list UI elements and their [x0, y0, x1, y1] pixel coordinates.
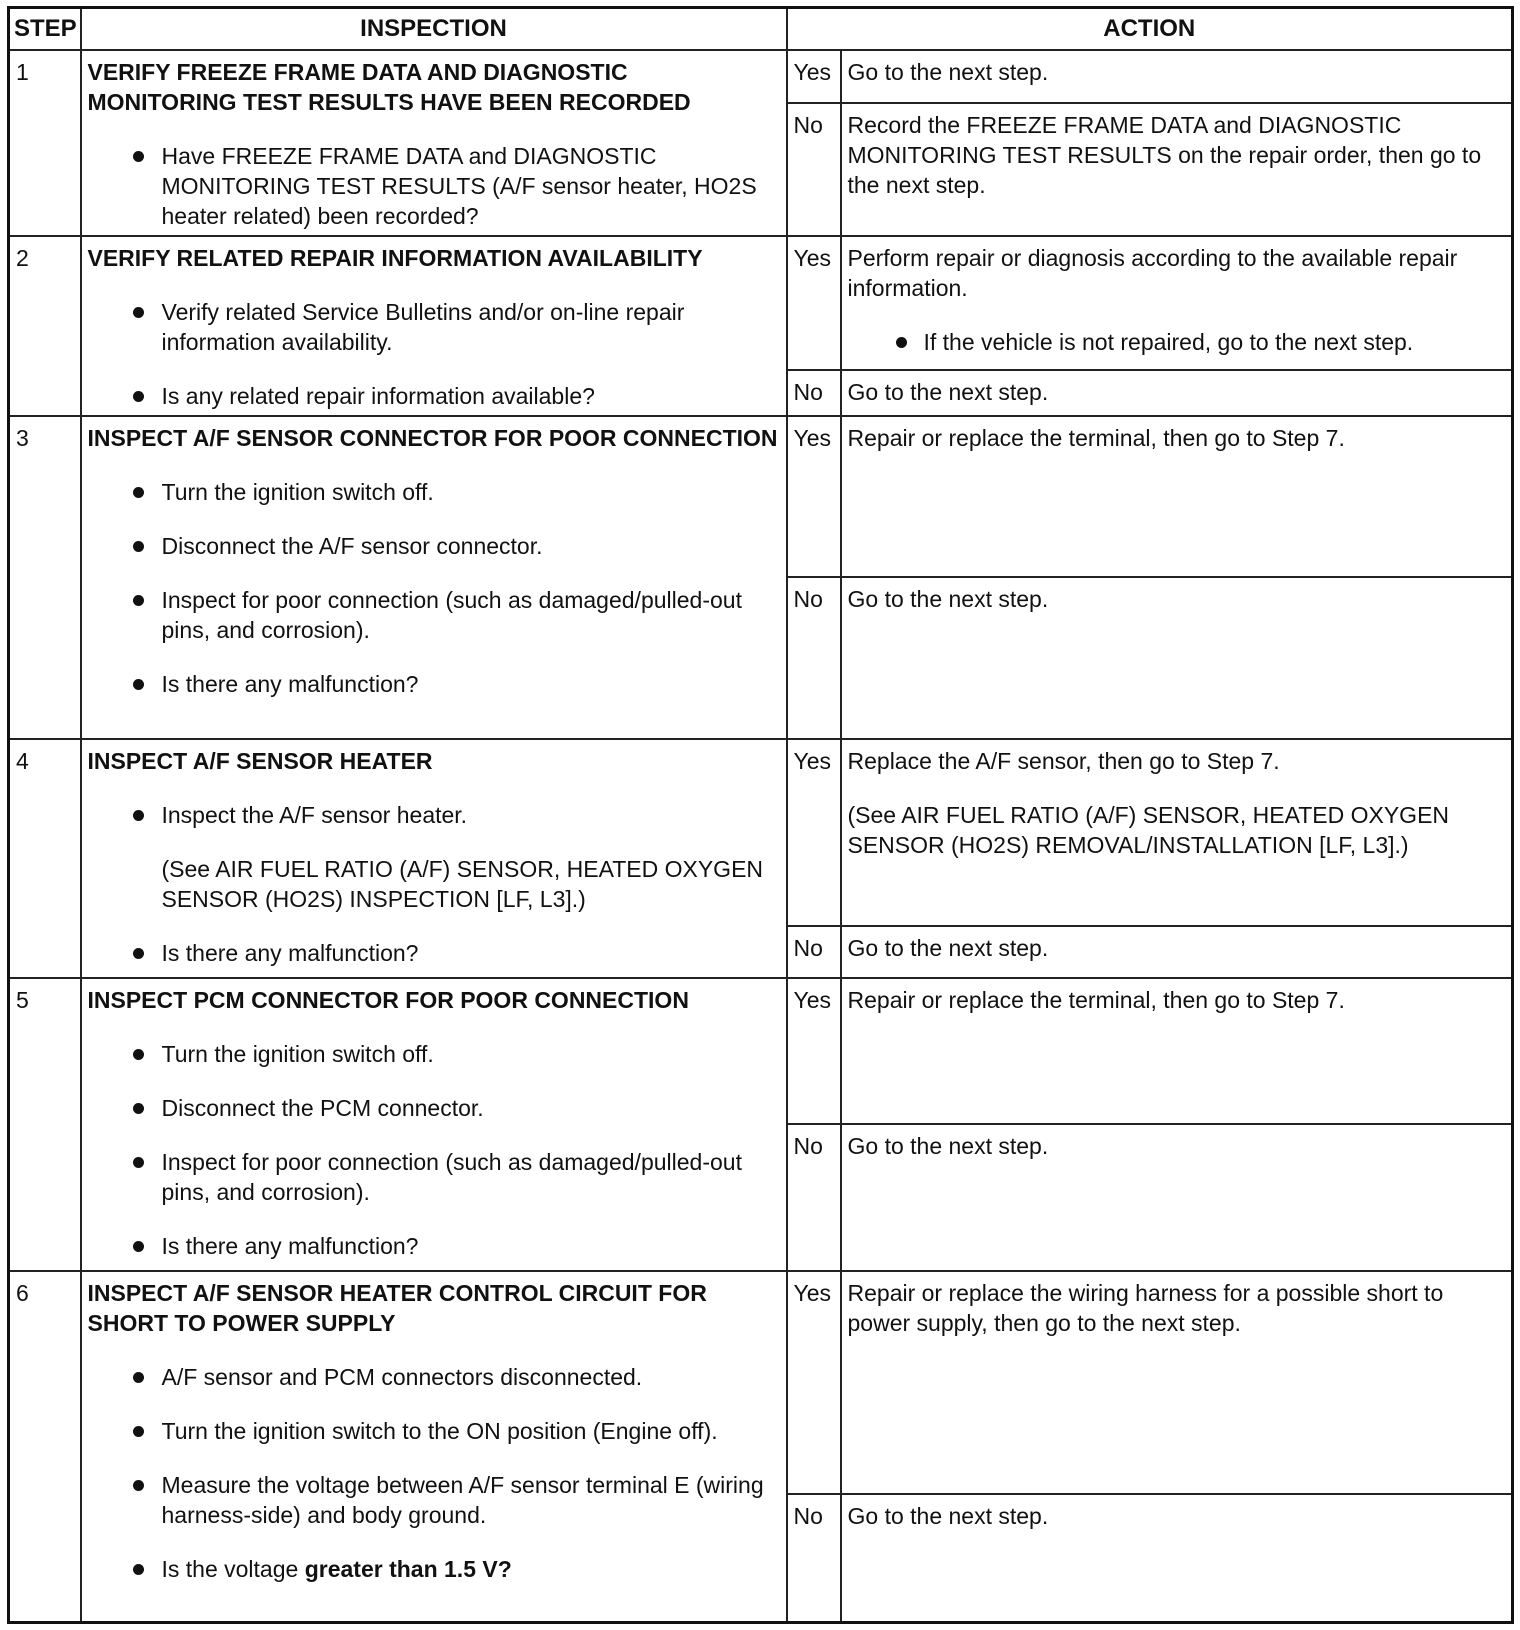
action-reference-note: (See AIR FUEL RATIO (A/F) SENSOR, HEATED OXYGEN SENSOR (HO2S) REMOVAL/INSTALLATION [LF, L3].)	[847, 802, 1450, 859]
no-label: No	[787, 577, 841, 739]
yes-label: Yes	[787, 1271, 841, 1495]
action-column-header: ACTION	[787, 8, 1513, 50]
step-6-yes-row	[9, 1271, 1513, 1495]
step-3-yes-row	[9, 416, 1513, 576]
step-title: INSPECT A/F SENSOR CONNECTOR FOR POOR CONNECTION	[87, 425, 778, 452]
inspection-bullet: Inspect for poor connection (such as damaged/pulled-out pins, and corrosion).	[88, 1147, 780, 1207]
step-2-yes-row	[9, 236, 1513, 370]
inspection-bullet: Turn the ignition switch off.	[88, 477, 780, 507]
step-5-yes-row	[9, 978, 1513, 1124]
yes-action	[841, 739, 1513, 925]
step-title: INSPECT A/F SENSOR HEATER CONTROL CIRCUIT FOR SHORT TO POWER SUPPLY	[87, 1279, 707, 1336]
yes-action: Go to the next step.	[841, 50, 1513, 103]
no-label: No	[787, 103, 841, 236]
inspection-bullet: Disconnect the PCM connector.	[88, 1093, 780, 1123]
inspection-bullet: Inspect the A/F sensor heater.	[88, 800, 780, 830]
step-inspection	[81, 236, 787, 416]
question-emphasis: greater than 1.5 V?	[304, 1555, 512, 1582]
diagnostic-procedure-table	[7, 6, 1514, 1624]
action-bullet: If the vehicle is not repaired, go to the next step.	[848, 327, 1506, 357]
no-action: Go to the next step.	[841, 577, 1513, 739]
inspection-bullet: Disconnect the A/F sensor connector.	[88, 531, 780, 561]
step-column-header: STEP	[9, 8, 81, 50]
step-number: 5	[9, 978, 81, 1271]
yes-label: Yes	[787, 50, 841, 103]
inspection-bullet: Is there any malfunction?	[88, 669, 780, 699]
no-action: Go to the next step.	[841, 926, 1513, 978]
step-inspection	[81, 739, 787, 978]
inspection-bullet: Turn the ignition switch to the ON position (Engine off).	[88, 1416, 780, 1446]
yes-label: Yes	[787, 236, 841, 370]
yes-label: Yes	[787, 739, 841, 925]
inspection-bullet: Measure the voltage between A/F sensor terminal E (wiring harness-side) and body ground.	[88, 1470, 780, 1530]
inspection-bullet-question	[88, 1554, 780, 1584]
step-inspection	[81, 416, 787, 739]
inspection-bullet: A/F sensor and PCM connectors disconnected.	[88, 1362, 780, 1392]
no-action: Go to the next step.	[841, 1124, 1513, 1270]
inspection-column-header: INSPECTION	[81, 8, 787, 50]
yes-action: Repair or replace the terminal, then go to Step 7.	[841, 416, 1513, 576]
yes-action: Repair or replace the terminal, then go to Step 7.	[841, 978, 1513, 1124]
step-number: 1	[9, 50, 81, 236]
inspection-bullet: Inspect for poor connection (such as damaged/pulled-out pins, and corrosion).	[88, 585, 780, 645]
step-number: 3	[9, 416, 81, 739]
inspection-bullet: Turn the ignition switch off.	[88, 1039, 780, 1069]
yes-label: Yes	[787, 416, 841, 576]
no-action: Record the FREEZE FRAME DATA and DIAGNOSTIC MONITORING TEST RESULTS on the repair order, then go to the next step.	[841, 103, 1513, 236]
yes-action	[841, 236, 1513, 370]
yes-action-text: Perform repair or diagnosis according to the available repair information.	[847, 245, 1458, 302]
step-number: 2	[9, 236, 81, 416]
step-number: 6	[9, 1271, 81, 1623]
inspection-bullet: Have FREEZE FRAME DATA and DIAGNOSTIC MONITORING TEST RESULTS (A/F sensor heater, HO2S heater related) been recorded?	[88, 141, 780, 231]
inspection-bullet: Is there any malfunction?	[88, 938, 780, 968]
step-number: 4	[9, 739, 81, 978]
step-inspection	[81, 50, 787, 236]
step-1-yes-row	[9, 50, 1513, 103]
step-title: INSPECT PCM CONNECTOR FOR POOR CONNECTION	[87, 986, 689, 1013]
step-inspection	[81, 978, 787, 1271]
yes-label: Yes	[787, 978, 841, 1124]
no-label: No	[787, 1124, 841, 1270]
step-4-yes-row	[9, 739, 1513, 925]
step-inspection	[81, 1271, 787, 1623]
question-text: Is the voltage	[161, 1555, 305, 1582]
inspection-bullet: Verify related Service Bulletins and/or on-line repair information availability.	[88, 297, 780, 357]
no-label: No	[787, 926, 841, 978]
step-title: VERIFY RELATED REPAIR INFORMATION AVAILABILITY	[87, 245, 703, 272]
no-action: Go to the next step.	[841, 370, 1513, 416]
step-title: INSPECT A/F SENSOR HEATER	[87, 748, 433, 775]
no-action: Go to the next step.	[841, 1494, 1513, 1622]
yes-action: Repair or replace the wiring harness for a possible short to power supply, then go to the next step.	[841, 1271, 1513, 1495]
inspection-bullet: Is there any malfunction?	[88, 1231, 780, 1261]
no-label: No	[787, 370, 841, 416]
step-title: VERIFY FREEZE FRAME DATA AND DIAGNOSTIC MONITORING TEST RESULTS HAVE BEEN RECORDED	[87, 58, 691, 115]
inspection-bullet: Is any related repair information available?	[88, 381, 780, 411]
yes-action-text: Replace the A/F sensor, then go to Step 7.	[847, 748, 1280, 775]
inspection-reference-note: (See AIR FUEL RATIO (A/F) SENSOR, HEATED OXYGEN SENSOR (HO2S) INSPECTION [LF, L3].)	[161, 856, 764, 913]
no-label: No	[787, 1494, 841, 1622]
header-row	[9, 8, 1513, 50]
